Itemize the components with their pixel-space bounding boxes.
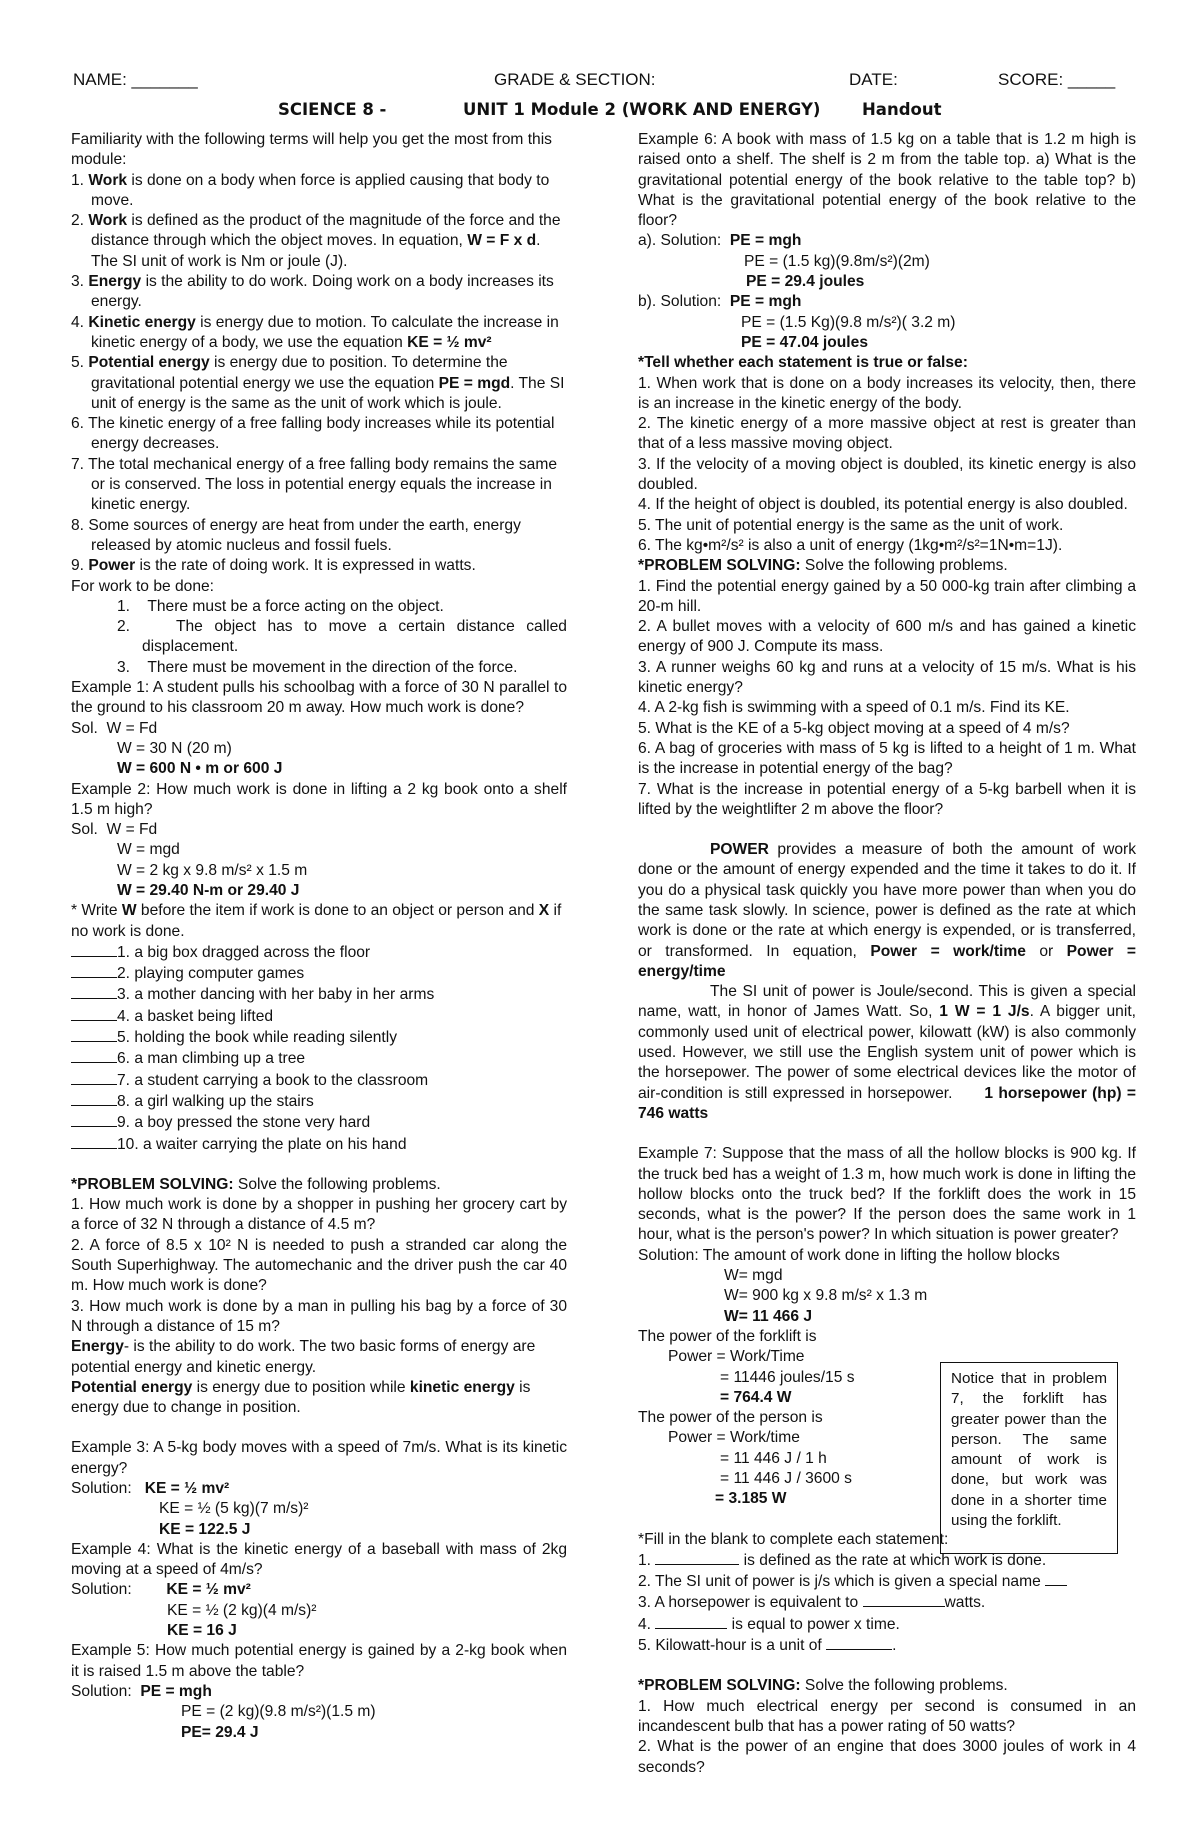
fill-text: . xyxy=(892,1637,897,1655)
term-text: is energy due to position. To determine the gravitational potential energy we use the equation xyxy=(91,354,508,392)
solution-label: Solution: xyxy=(71,1480,132,1497)
example4-question: Example 4: What is the kinetic energy of a baseball with mass of 2kg moving at a speed of 4m/s? xyxy=(71,1540,567,1579)
work-item-text: 9. a boy pressed the stone very hard xyxy=(117,1114,371,1132)
equation: PE = mgh xyxy=(140,1682,212,1700)
instruction-text: * Write xyxy=(71,902,122,920)
ke-text: is energy due to change in position. xyxy=(71,1378,531,1417)
solution-label: Sol. xyxy=(71,719,98,737)
solution-label: b). Solution: xyxy=(638,293,722,311)
term-name: Work xyxy=(88,212,128,230)
fill-in-heading: *Fill in the blank to complete each statement: xyxy=(638,1530,949,1548)
problem-solving-label: *PROBLEM SOLVING: xyxy=(71,1175,234,1193)
term-equation: KE = ½ mv² xyxy=(407,333,492,351)
work-item-text: 6. a man climbing up a tree xyxy=(117,1050,306,1068)
equation: KE = ½ mv² xyxy=(144,1480,230,1497)
condition-item xyxy=(71,597,567,617)
person-line1: Power = Work/time xyxy=(668,1429,800,1447)
example6b-answer: PE = 47.04 joules xyxy=(741,333,868,351)
term-item xyxy=(71,556,567,576)
doc-type-label: Handout xyxy=(862,100,942,119)
term-item xyxy=(71,272,567,313)
instruction-text: before the item if work is done to an object or person and xyxy=(136,902,539,920)
fill-text: 5. Kilowatt-hour is a unit of xyxy=(638,1637,827,1655)
term-item xyxy=(71,414,567,455)
person-label: The power of the person is xyxy=(638,1409,823,1427)
power-equation: Power = energy/time xyxy=(638,942,1136,980)
term-text: The kinetic energy of a free falling body increases while its potential energy decreases. xyxy=(88,415,555,453)
power-unit-paragraph xyxy=(638,982,1136,1124)
problem-item: 4. A 2-kg fish is swimming with a speed of 0.1 m/s. Find its KE. xyxy=(638,699,1070,717)
example7-work-line1: W= mgd xyxy=(724,1267,783,1285)
answer-blank[interactable] xyxy=(71,1091,117,1106)
answer-blank[interactable] xyxy=(71,942,117,957)
work-item-text: 1. a big box dragged across the floor xyxy=(117,943,371,961)
term-name: Power xyxy=(88,557,136,575)
pe-text: is energy due to position while xyxy=(192,1378,410,1396)
true-false-item: 5. The unit of potential energy is the same as the unit of work. xyxy=(638,516,1064,534)
instruction-x: X xyxy=(538,902,550,920)
power-text: or xyxy=(1025,942,1067,960)
fill-item xyxy=(638,1614,1136,1635)
example5-question: Example 5: How much potential energy is gained by a 2-kg book when it is raised 1.5 m above the table? xyxy=(71,1642,567,1680)
fill-in-list xyxy=(638,1550,1136,1656)
term-text: is the ability to do work. Doing work on a body increases its energy. xyxy=(91,273,554,311)
problem-solving-label: *PROBLEM SOLVING: xyxy=(638,1677,801,1695)
horsepower-equation: 1 horsepower (hp) = 746 watts xyxy=(638,1084,1136,1122)
example1-solution-line2: W = 30 N (20 m) xyxy=(117,739,232,757)
equation: KE = ½ mv² xyxy=(166,1581,251,1599)
subject-label: SCIENCE 8 - xyxy=(278,100,387,119)
fill-blank[interactable] xyxy=(1045,1571,1067,1586)
problem-item: 2. What is the power of an engine that does 3000 joules of work in 4 seconds? xyxy=(638,1738,1136,1776)
example2-solution-line2: W = mgd xyxy=(117,841,180,859)
grade-section-field: GRADE & SECTION: xyxy=(494,70,656,89)
problem-item: 7. What is the increase in potential energy of a 5-kg barbell when it is lifted by the weightlifter 2 m above the floor? xyxy=(638,780,1136,818)
term-name: Work xyxy=(88,171,128,189)
answer-blank[interactable] xyxy=(71,1112,117,1127)
term-text: The total mechanical energy of a free falling body remains the same or is conserved. The loss in potential energy equals the increase in kinetic energy. xyxy=(88,455,558,514)
example7-work-line2: W= 900 kg x 9.8 m/s² x 1.3 m xyxy=(724,1287,928,1305)
example1-solution-line1 xyxy=(71,719,567,739)
forklift-answer: = 764.4 W xyxy=(720,1388,792,1406)
example3-solution-line1 xyxy=(71,1479,567,1499)
forklift-note-box: Notice that in problem 7, the forklift has greater power than the person. The same amount of work is done, but work was done in a shorter time using the forklift. xyxy=(940,1362,1118,1554)
example5-solution-line2: PE = (2 kg)(9.8 m/s²)(1.5 m) xyxy=(181,1703,376,1721)
problem-solving2-heading xyxy=(638,1676,1136,1696)
ke-term: kinetic energy xyxy=(409,1378,515,1396)
problem-item: 1. How much work is done by a shopper in pushing her grocery cart by a force of 32 N through a distance of 4.5 m? xyxy=(71,1196,567,1234)
problem-item: 2. A force of 8.5 x 10² N is needed to push a stranded car along the South Superhighway. The automechanic and the driver push the car 40 m. How much work is done? xyxy=(71,1236,567,1295)
true-false-list xyxy=(638,374,1136,557)
fill-item xyxy=(638,1571,1136,1592)
term-name: Potential energy xyxy=(88,354,210,372)
answer-blank[interactable] xyxy=(71,1134,117,1149)
terms-list xyxy=(71,171,567,577)
term-equation: PE = mgd xyxy=(438,374,511,392)
term-text: is done on a body when force is applied causing that body to move. xyxy=(91,171,550,209)
problem-item: 5. What is the KE of a 5-kg object moving at a speed of 4 m/s? xyxy=(638,719,1070,737)
example2-answer: W = 29.40 N-m or 29.40 J xyxy=(117,881,300,899)
problem-solving-label: *PROBLEM SOLVING: xyxy=(638,557,801,575)
term-name: Energy xyxy=(88,273,142,291)
term-number: 1. xyxy=(71,171,85,189)
example2-solution-line1 xyxy=(71,820,567,840)
power-paragraph xyxy=(638,840,1136,982)
condition-item xyxy=(71,658,567,678)
power-equation: Power = work/time xyxy=(870,942,1026,960)
work-item xyxy=(71,1006,567,1027)
term-text: . The SI unit of work is Nm or joule (J). xyxy=(91,232,541,270)
work-item-text: 7. a student carrying a book to the classroom xyxy=(117,1071,429,1089)
solution-label: a). Solution: xyxy=(638,232,722,250)
forklift-line1: Power = Work/Time xyxy=(668,1348,805,1366)
condition-item xyxy=(71,617,567,658)
work-item-text: 5. holding the book while reading silently xyxy=(117,1029,398,1047)
problems-list xyxy=(71,1195,567,1337)
solution-label: Solution: xyxy=(71,1581,132,1599)
fill-blank[interactable] xyxy=(655,1614,727,1629)
fill-text: watts. xyxy=(944,1594,986,1612)
example3-question: Example 3: A 5-kg body moves with a speed of 7m/s. What is its kinetic energy? xyxy=(71,1439,567,1477)
person-line3: = 11 446 J / 3600 s xyxy=(720,1470,852,1487)
score-field: SCORE: _____ xyxy=(998,70,1116,89)
energy-definition xyxy=(71,1337,567,1378)
problem-solving-heading xyxy=(638,556,1136,576)
problem-solving-text: Solve the following problems. xyxy=(800,557,1008,575)
work-item xyxy=(71,1134,567,1155)
fill-text: is defined as the rate at which work is done. xyxy=(739,1551,1047,1569)
unit-label: UNIT 1 Module 2 (WORK AND ENERGY) xyxy=(463,100,821,119)
condition-text: There must be a force acting on the object. xyxy=(147,597,444,615)
answer-blank[interactable] xyxy=(71,1027,117,1042)
power-text: provides a measure of both the amount of work done or the amount of energy expended and the time it takes to do it. If you do a physical task quickly you have more power than when you do the same task slowly. In science, power is defined as the rate at which work is done or the rate at which energy is expended, or is transferred, or transformed. In equation, xyxy=(638,841,1136,960)
problem-item: 3. A runner weighs 60 kg and runs at a velocity of 15 m/s. What is his kinetic energy? xyxy=(638,658,1136,697)
answer-blank[interactable] xyxy=(71,984,117,999)
work-item-text: 10. a waiter carrying the plate on his hand xyxy=(117,1135,407,1153)
work-item-text: 8. a girl walking up the stairs xyxy=(117,1092,314,1110)
date-field: DATE: xyxy=(849,70,898,89)
term-item xyxy=(71,455,567,516)
solution-label: Solution: xyxy=(71,1682,132,1700)
example6-question: Example 6: A book with mass of 1.5 kg on a table that is 1.2 m high is raised onto a shelf. The shelf is 2 m from the table top. a) What is the gravitational potential energy of the book relative to the table top? b) What is the gravitational potential energy of the book relative to the floor? xyxy=(638,131,1136,230)
example4-answer: KE = 16 J xyxy=(167,1622,237,1640)
example1-question: Example 1: A student pulls his schoolbag with a force of 30 N parallel to the ground to his classroom 20 m away. How much work is done? xyxy=(71,679,567,717)
example2-question: Example 2: How much work is done in lifting a 2 kg book onto a shelf 1.5 m high? xyxy=(71,780,567,818)
name-field: NAME: _______ xyxy=(73,70,198,89)
work-item xyxy=(71,1027,567,1048)
equation: PE = mgh xyxy=(729,293,802,311)
work-item xyxy=(71,942,567,963)
true-false-item: 6. The kg•m²/s² is also a unit of energy (1kg•m²/s²=1N•m=1J). xyxy=(638,536,1063,554)
fill-blank[interactable] xyxy=(655,1550,739,1565)
power-text: . A bigger unit, commonly used unit of electrical power, kilowatt (kW) is also commonly used. However, we still use the English system unit of power which is the horsepower. The power of some electrical devices like the motor of air-condition is still expressed in horsepower. xyxy=(638,1003,1136,1102)
fill-text: 4. xyxy=(638,1615,656,1633)
problem-solving-text: Solve the following problems. xyxy=(233,1175,441,1193)
term-item xyxy=(71,353,567,414)
true-false-item: 1. When work that is done on a body increases its velocity, then, there is an increase in the kinetic energy of the body. xyxy=(638,374,1136,412)
term-number: 4. xyxy=(71,313,85,331)
term-number: 6. xyxy=(71,415,85,433)
example3-solution-line2: KE = ½ (5 kg)(7 m/s)² xyxy=(159,1500,309,1518)
work-item xyxy=(71,1070,567,1091)
left-column xyxy=(71,130,567,1743)
true-false-item: 3. If the velocity of a moving object is doubled, its kinetic energy is also doubled. xyxy=(638,455,1136,494)
answer-blank[interactable] xyxy=(71,1048,117,1063)
example4-solution-line2: KE = ½ (2 kg)(4 m/s)² xyxy=(167,1601,317,1619)
for-work-label: For work to be done: xyxy=(71,577,215,595)
forklift-line2: = 11446 joules/15 s xyxy=(720,1368,855,1386)
term-text: is defined as the product of the magnitude of the force and the distance through which the object moves. In equation, xyxy=(91,212,561,250)
example5-answer: PE= 29.4 J xyxy=(181,1723,259,1741)
intro-text: Familiarity with the following terms will help you get the most from this module: xyxy=(71,131,552,169)
work-item xyxy=(71,1091,567,1112)
term-text: Some sources of energy are heat from under the earth, energy released by atomic nucleus and fossil fuels. xyxy=(88,516,521,554)
example6a-answer: PE = 29.4 joules xyxy=(746,273,865,291)
equation: W = Fd xyxy=(106,821,158,839)
true-false-item: 4. If the height of object is doubled, its potential energy is also doubled. xyxy=(638,496,1128,514)
pe-term: Potential energy xyxy=(71,1378,193,1396)
true-false-heading: *Tell whether each statement is true or false: xyxy=(638,354,968,372)
problem-item: 1. How much electrical energy per second is consumed in an incandescent bulb that has a power rating of 50 watts? xyxy=(638,1697,1136,1735)
term-equation: W = F x d xyxy=(467,232,537,250)
term-item xyxy=(71,171,567,212)
term-name: Kinetic energy xyxy=(88,313,196,331)
work-item-text: 2. playing computer games xyxy=(117,965,305,983)
work-item xyxy=(71,984,567,1005)
fill-item xyxy=(638,1592,1136,1613)
problem-item: 3. How much work is done by a man in pulling his bag by a force of 30 N through a distance of 15 m? xyxy=(71,1297,567,1335)
power-term: POWER xyxy=(710,841,769,859)
power-text: The SI unit of power is Joule/second. This is given a special name, watt, in honor of James Watt. So, xyxy=(638,983,1136,1021)
answer-blank[interactable] xyxy=(71,1070,117,1085)
solution-label: Sol. xyxy=(71,821,98,839)
term-number: 3. xyxy=(71,273,85,291)
term-number: 9. xyxy=(71,557,85,575)
example7-work-answer: W= 11 466 J xyxy=(724,1307,812,1325)
energy-text: - is the ability to do work. The two basic forms of energy are potential energy and kinetic energy. xyxy=(71,1338,536,1376)
pe-ke-definition xyxy=(71,1378,567,1419)
person-answer: = 3.185 W xyxy=(715,1490,787,1508)
problems-list xyxy=(638,577,1136,821)
conditions-list xyxy=(71,597,567,678)
answer-blank[interactable] xyxy=(71,1006,117,1021)
work-instruction xyxy=(71,901,567,942)
work-item-text: 4. a basket being lifted xyxy=(117,1007,274,1025)
term-text: is energy due to motion. To calculate the increase in kinetic energy of a body, we use the equation xyxy=(91,313,559,351)
condition-number: 2. xyxy=(117,618,131,636)
condition-text: There must be movement in the direction of the force. xyxy=(147,658,518,676)
term-number: 7. xyxy=(71,455,85,473)
work-item xyxy=(71,963,567,984)
term-text: is the rate of doing work. It is expressed in watts. xyxy=(135,557,476,575)
fill-text: 1. xyxy=(638,1551,656,1569)
power-equation: 1 W = 1 J/s xyxy=(939,1003,1030,1021)
instruction-w: W xyxy=(121,902,137,920)
problem-item: 6. A bag of groceries with mass of 5 kg is lifted to a height of 1 m. What is the increase in potential energy of the bag? xyxy=(638,739,1136,778)
work-item xyxy=(71,1112,567,1133)
fill-item xyxy=(638,1635,1136,1656)
energy-term: Energy xyxy=(71,1338,124,1356)
term-number: 8. xyxy=(71,516,85,534)
fill-text: 3. A horsepower is equivalent to xyxy=(638,1594,863,1612)
person-line2: = 11 446 J / 1 h xyxy=(720,1449,827,1467)
condition-number: 3. xyxy=(117,658,131,676)
term-item xyxy=(71,211,567,272)
work-item xyxy=(71,1048,567,1069)
fill-text: is equal to power x time. xyxy=(727,1615,900,1633)
condition-number: 1. xyxy=(117,597,131,615)
equation: PE = mgh xyxy=(729,232,802,250)
term-number: 5. xyxy=(71,354,85,372)
term-item xyxy=(71,516,567,557)
true-false-item: 2. The kinetic energy of a more massive object at rest is greater than that of a less massive moving object. xyxy=(638,415,1136,453)
instruction-text: if no work is done. xyxy=(71,902,562,940)
work-item-text: 3. a mother dancing with her baby in her arms xyxy=(117,986,435,1004)
example1-answer: W = 600 N • m or 600 J xyxy=(117,760,283,778)
example6b-solution-line2: PE = (1.5 Kg)(9.8 m/s²)( 3.2 m) xyxy=(741,313,956,331)
problem-item: 2. A bullet moves with a velocity of 600 m/s and has gained a kinetic energy of 900 J. Compute its mass. xyxy=(638,618,1136,656)
example7-solution: Solution: The amount of work done in lifting the hollow blocks xyxy=(638,1246,1060,1264)
term-item xyxy=(71,313,567,354)
condition-text: The object has to move a certain distance called displacement. xyxy=(142,618,567,656)
problems2-list xyxy=(638,1697,1136,1778)
problem-solving-heading xyxy=(71,1175,567,1195)
problem-solving-text: Solve the following problems. xyxy=(800,1677,1008,1695)
forklift-label: The power of the forklift is xyxy=(638,1327,817,1345)
answer-blank[interactable] xyxy=(71,963,117,978)
term-number: 2. xyxy=(71,212,85,230)
example6b-solution-line1 xyxy=(638,292,1136,312)
example6a-solution-line2: PE = (1.5 kg)(9.8m/s²)(2m) xyxy=(744,252,930,270)
example3-answer: KE = 122.5 J xyxy=(159,1520,251,1538)
example7-question: Example 7: Suppose that the mass of all the hollow blocks is 900 kg. If the truck bed has a weight of 1.3 m, how much work is done in lifting the hollow blocks onto the truck bed? If the forklift does the work in 15 seconds, what is the power? If the person does the same work in 1 hour, what is the person's power? In which situation is power greater? xyxy=(638,1145,1136,1244)
example2-solution-line3: W = 2 kg x 9.8 m/s² x 1.5 m xyxy=(117,861,308,879)
fill-blank[interactable] xyxy=(826,1635,892,1650)
example4-solution-line1 xyxy=(71,1580,567,1600)
equation: W = Fd xyxy=(106,719,158,737)
example6a-solution-line1 xyxy=(638,231,1136,251)
fill-blank[interactable] xyxy=(863,1592,945,1607)
fill-text: 2. The SI unit of power is j/s which is given a special name xyxy=(638,1573,1046,1591)
term-text: . The SI unit of energy is the same as the unit of work which is joule. xyxy=(91,374,565,412)
example5-solution-line1 xyxy=(71,1682,567,1702)
work-items-list xyxy=(71,942,567,1155)
problem-item: 1. Find the potential energy gained by a 50 000-kg train after climbing a 20-m hill. xyxy=(638,577,1136,615)
